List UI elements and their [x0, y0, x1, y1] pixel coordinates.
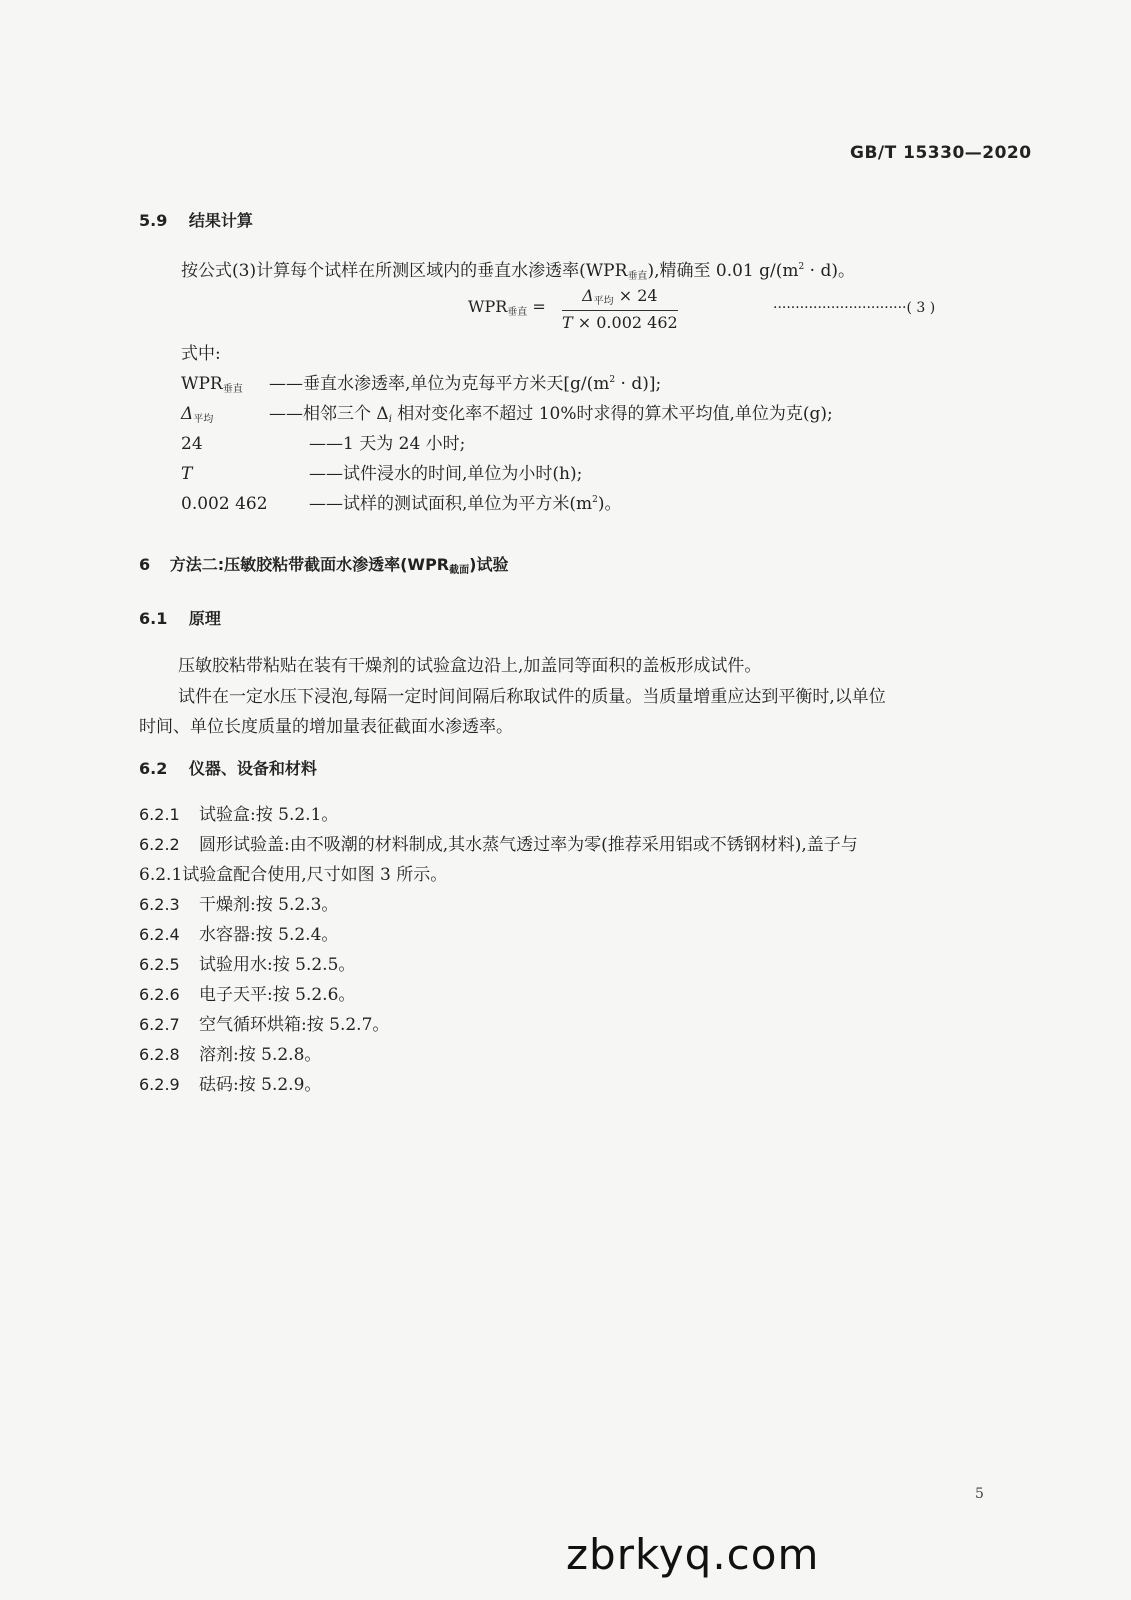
- intro-superscript: 2: [798, 262, 805, 272]
- principle-paragraph-1: 压敏胶粘带粘贴在装有干燥剂的试验盒边沿上,加盖同等面积的盖板形成试件。: [178, 656, 762, 676]
- section-title: 原理: [188, 609, 221, 628]
- section-number: 6.1: [139, 609, 168, 628]
- title-a: 方法二:压敏胶粘带截面水渗透率(WPR: [169, 555, 450, 574]
- den-t: T: [562, 313, 573, 332]
- section-title: [170, 555, 509, 574]
- watermark: zbrkyq.com: [566, 1530, 820, 1579]
- page-number: 5: [975, 1486, 984, 1502]
- section-6-heading: [139, 552, 508, 576]
- section-title: 仪器、设备和材料: [188, 759, 317, 778]
- calc-intro: [181, 256, 855, 282]
- item-6-2-2: [139, 830, 858, 855]
- formula-lhs-symbol: WPR: [468, 297, 508, 316]
- def-symbol-text: Δ: [181, 404, 194, 424]
- section-6-2-heading: [139, 756, 317, 779]
- item-text: 砝码:按 5.2.9。: [199, 1075, 322, 1095]
- def-sup: 2: [609, 375, 616, 385]
- item-6-2-3: [139, 890, 338, 915]
- item-number: 6.2.1: [139, 805, 180, 824]
- def-wpr: [181, 369, 661, 395]
- intro-text-c: · d)。: [804, 261, 855, 281]
- formula-equals: =: [527, 297, 546, 316]
- formula-lhs-subscript: 垂直: [507, 307, 528, 318]
- formula-denominator: [562, 311, 678, 332]
- item-text: 干燥剂:按 5.2.3。: [199, 895, 339, 915]
- section-number: 6.2: [139, 759, 168, 778]
- def-symbol: 0.002 462: [181, 494, 268, 514]
- item-number: 6.2.9: [139, 1075, 180, 1094]
- def-desc: ——试件浸水的时间,单位为小时(h);: [309, 464, 583, 484]
- item-number: 6.2.2: [139, 835, 180, 854]
- section-title: 结果计算: [188, 211, 253, 230]
- section-6-1-heading: [139, 606, 221, 629]
- item-number: 6.2.4: [139, 925, 180, 944]
- item-6-2-2-cont: 6.2.1试验盒配合使用,尺寸如图 3 所示。: [139, 865, 448, 885]
- item-6-2-8: [139, 1040, 321, 1065]
- principle-paragraph-2-cont: 时间、单位长度质量的增加量表征截面水渗透率。: [139, 717, 513, 737]
- item-6-2-7: [139, 1010, 389, 1035]
- def-symbol-text: WPR: [181, 374, 223, 394]
- intro-text-a: 按公式(3)计算每个试样在所测区域内的垂直水渗透率(WPR: [181, 261, 628, 281]
- item-text: 空气循环烘箱:按 5.2.7。: [199, 1015, 390, 1035]
- formula-fraction: [562, 286, 678, 332]
- def-symbol-sub: 平均: [193, 414, 214, 425]
- section-number: 6: [139, 555, 151, 574]
- item-6-2-4: [139, 920, 338, 945]
- item-number: 6.2.6: [139, 985, 180, 1004]
- title-sub: 截面: [449, 565, 470, 576]
- def-desc: ——1 天为 24 小时;: [309, 434, 466, 454]
- title-b: )试验: [469, 555, 509, 574]
- def-desc: ——相邻三个 Δ: [269, 404, 389, 424]
- formula-lhs: [468, 297, 546, 318]
- item-text: 溶剂:按 5.2.8。: [199, 1045, 322, 1065]
- item-text: 试验盒:按 5.2.1。: [199, 805, 339, 825]
- item-number: 6.2.8: [139, 1045, 180, 1064]
- where-label: 式中:: [181, 344, 221, 364]
- def-desc-end: · d)];: [615, 374, 662, 394]
- formula-number: ······························( 3 ): [773, 300, 936, 316]
- item-6-2-6: [139, 980, 355, 1005]
- section-number: 5.9: [139, 211, 168, 230]
- def-delta: [181, 399, 833, 425]
- def-area: [181, 489, 622, 514]
- intro-text-b: ),精确至 0.01 g/(m: [647, 261, 799, 281]
- item-number: 6.2.7: [139, 1015, 180, 1034]
- item-number: 6.2.5: [139, 955, 180, 974]
- def-desc: ——试样的测试面积,单位为平方米(m: [309, 494, 593, 514]
- intro-subscript: 垂直: [627, 271, 648, 282]
- item-6-2-9: [139, 1070, 321, 1095]
- def-sup: 2: [592, 495, 598, 505]
- formula-numerator: [562, 286, 678, 311]
- section-5-9-heading: [139, 208, 253, 231]
- def-desc-end: 相对变化率不超过 10%时求得的算术平均值,单位为克(g);: [391, 404, 833, 424]
- standard-number: GB/T 15330—2020: [850, 143, 1032, 163]
- def-24: [181, 429, 465, 454]
- item-text: 试验用水:按 5.2.5。: [199, 955, 356, 975]
- item-text: 电子天平:按 5.2.6。: [199, 985, 356, 1005]
- principle-paragraph-2: 试件在一定水压下浸泡,每隔一定时间间隔后称取试件的质量。当质量增重应达到平衡时,以单位: [178, 687, 886, 707]
- def-symbol: 24: [181, 434, 203, 454]
- def-desc: ——垂直水渗透率,单位为克每平方米天[g/(m: [269, 374, 610, 394]
- numerator-rest: × 24: [613, 286, 658, 305]
- def-t: [181, 459, 582, 484]
- den-rest: × 0.002 462: [572, 313, 678, 332]
- def-symbol: [181, 374, 269, 395]
- delta-subscript: 平均: [593, 296, 614, 307]
- item-text: 水容器:按 5.2.4。: [199, 925, 339, 945]
- def-symbol: T: [181, 464, 193, 484]
- item-6-2-5: [139, 950, 355, 975]
- def-symbol: [181, 404, 269, 425]
- def-sub: i: [388, 414, 392, 425]
- def-desc-end: )。: [597, 494, 622, 514]
- delta-symbol: Δ: [582, 286, 594, 305]
- item-6-2-1: [139, 800, 338, 825]
- def-symbol-sub: 垂直: [222, 384, 243, 395]
- item-number: 6.2.3: [139, 895, 180, 914]
- item-text: 圆形试验盖:由不吸潮的材料制成,其水蒸气透过率为零(推荐采用铝或不锈钢材料),盖子与: [199, 835, 858, 855]
